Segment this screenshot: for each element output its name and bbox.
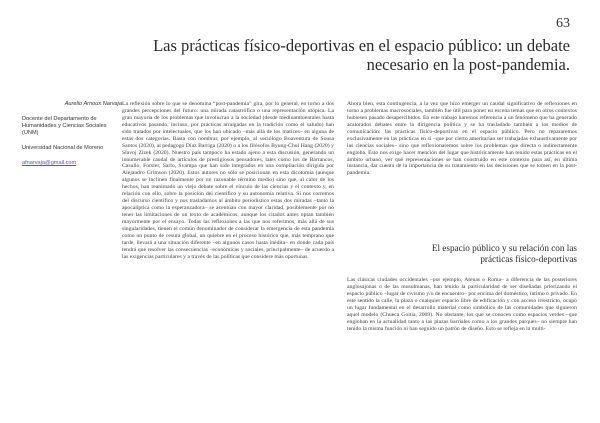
article-title	[100, 36, 570, 74]
author-affiliation-university: Universidad Nacional de Moreno	[22, 145, 104, 151]
author-sidebar	[22, 101, 122, 167]
section-heading	[347, 243, 577, 265]
author-affiliation-department: Docente del Departamento de Humanidades y Ciencias Sociales (UNM)	[22, 116, 107, 136]
body-column-right-top	[347, 101, 577, 177]
author-name: Aurelio Arnoux Narvaja	[64, 101, 122, 107]
section-heading-line-1: El espacio público y su relación con las	[431, 243, 577, 253]
contingency-paragraph: Ahora bien, esta contingencia, a la vez que hizo emerger un caudal significativo de reflexiones en torno a problemas macrosociales, también fue útil para poner en escena temas que en otros contextos hubiesen pasado desapercibidos. En este trabajo haremos referencia a un fenómeno que ha generado acalorados debates entre la dirigencia política y se ha trasladado también a los medios de comunicación: las prácticas físico-deportivas en el espacio público. Pero no repararemos exclusivamente en las prácticas en sí –que por cierto ameritarían ser trabajadas exhaustivamente por las ciencias sociales– sino que reflexionaremos sobre los problemas que directa o indirectamente engloba. Esto nos exige hacer mención del lugar que históricamente han tenido estas prácticas en el ámbito urbano, ver qué representaciones se han construido en este contexto para así, en última instancia, dar cuenta de la importancia de su tratamiento en las decisiones que se tomen en la post-pandemia.	[347, 101, 577, 177]
section-heading-line-2: prácticas físico-deportivas	[480, 254, 577, 264]
public-space-paragraph: Las clásicas ciudades occidentales –por ejemplo, Atenas o Roma– a diferencia de las posteriores anglosajonas o de las musulmanas, han tenido la particularidad de ser diseñadas priorizando el espacio público –lugar de civismo y/o de encuentro– por encima del doméstico, íntimo o privado. En este sentido la calle, la plaza o cualquier espacio libre de edificación y con acceso irrestricto, ocupó un lugar fundamental en el desarrollo material como simbólico de las comunidades que siguieron aquel modelo (Chueca Goitia, 2009). No obstante, los que se conocen como espacios verdes –que engloban en la actualidad tanto a las plazas barriales como a los grandes parques– no siempre han tenido la misma función ni han seguido un patrón de diseño. Esto se refleja en la multi-	[347, 277, 577, 332]
article-title-line-1: Las prácticas físico-deportivas en el espacio público: un debate	[153, 36, 570, 55]
body-column-left	[122, 101, 334, 261]
page-number: 63	[556, 16, 570, 31]
intro-paragraph: La reflexión sobre lo que se denomina “post-pandemia” gira, por lo general, en torno a dos grandes percepciones del futuro: una mirada catastrófica o una representación utópica. La gran mayoría de los problemas que involucran a la sociedad (desde medioambientales hasta educativos pasando, incluso, por prácticas arraigadas en la tradición como el saludo) han sido tratados por intelectuales, que los han ubicado –más allá de los matices– en alguna de estas dos categorías. Basta con nombrar, por ejemplo, al sociólogo Boaventura de Sousa Santos (2020), al pedagogo Díaz Barriga (2020) o a los filósofos Byung-Chul Hang (2020) y Slavoj Zizek (2020). Nuestro país tampoco ha estado ajeno a esta discusión, generando un innumerable caudal de artículos de prestigiosos pensadores, tales como los de Barrancos, Casullo, Forster, Sarlo, Svampa que han sido integrados en una compilación dirigida por Alejandro Grimson (2020). Estos autores no sólo se posicionan en esta dicotomía (aunque algunos se inclinen finalmente por un razonable término medio) sino que, al calor de los hechos, han reanimado un viejo debate sobre el vínculo de las ciencias y el contexto y, en relación con ello, sobre la posición del científico y su autonomía relativa. Si nos corremos del discurso científico y nos trasladamos al ámbito periodístico estas dos miradas –tanto la apocalíptica como la esperanzadora– se acentúan con mayor claridad, posiblemente por no tener las limitaciones de un texto de académicos, aunque los citados antes optan también mayormente por el ensayo. Todas las reflexiones a las que nos referimos, más allá de sus singularidades, tienen el común denominador de considerar la emergencia de esta pandemia como un punto de cesura global, un quiebre en el proceso histórico que, más temprano que tarde, llevará a una situación diferente –en algunos casos hasta inédita– en donde cada país tendrá que resolver las consecuencias –económicas y sociales, principalmente– de acuerdo a las exigencias particulares y a través de las políticas que considere más oportunas.	[122, 101, 334, 260]
author-email-link[interactable]: afnarvaja@gmail.com	[22, 160, 77, 166]
article-title-line-2: necesario en la post-pandemia.	[366, 55, 570, 74]
body-column-right-bottom	[347, 277, 577, 333]
